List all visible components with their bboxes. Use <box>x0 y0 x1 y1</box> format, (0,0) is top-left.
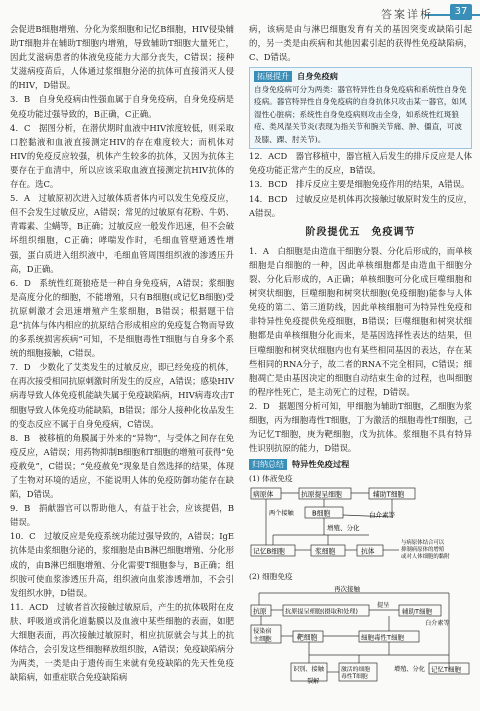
node-bcell: B细胞 <box>312 509 331 518</box>
page-number: 37 <box>450 4 472 20</box>
answer-paragraph: 4．C 据图分析，在潜伏期时血液中HIV浓度较低，则采取口腔黏液和血液直接测定HIV的存在难度较大；而机体对HIV的免疫反应较强，机体产生较多的抗体，又因为抗体主要存在于血清中，所以应该采取血液直接测定抗HIV抗体的存在。选C。 <box>10 122 234 190</box>
node-result: 与病原体结合可以 抑制病原体的增殖 或对人体细胞的黏附 <box>401 540 450 561</box>
node-th2: 辅助T细胞 <box>402 607 432 616</box>
node-activated: 激活的细胞毒性T细胞 <box>341 667 370 681</box>
answer-paragraph: 14．BCD 过敏反应是机体再次接触过敏原时发生的反应，A错误。 <box>249 193 472 218</box>
answer-paragraph: 8．B 被移植的角膜属于外来的“异物”，与受体之间存在免疫反应，A错误；用药物抑制B细胞和T细胞的增殖可获得“免疫赦免”，C错误；“免疫赦免”现象是自然选择的结果，体现了生物对环境的适应，不能说明人体的免疫防御功能存在缺陷，D错误。 <box>10 432 234 500</box>
node-antibody: 抗体 <box>361 547 375 556</box>
answer-paragraph: 会促进B细胞增殖、分化为浆细胞和记忆B细胞，HIV侵染辅助T细胞并在辅助T细胞内增殖，导致辅助T细胞大量死亡，因此艾滋病患者的体液免疫能力大部分丧失，C错误；接种艾滋病疫苗后，人体通过浆细胞分泌的抗体可直接消灭人侵的HIV，D错误。 <box>10 24 234 91</box>
node-present: 提呈 <box>377 602 390 610</box>
node-pathogen: 病原体 <box>253 490 274 499</box>
cellular-immunity-diagram <box>249 585 472 685</box>
section-title: 阶段提优五 免疫调节 <box>305 226 416 238</box>
node-apc2: 抗原提呈细胞(摄取和处理) <box>285 608 358 616</box>
summary-tag: 归纳总结 <box>249 459 287 470</box>
answer-paragraph: 7．D 少数化了艾类发生的过敏反应，即已经免疫的机体，在再次接受相同抗原刺激时所发生的反应，A错误；感染HIV病毒导致人体免疫机能缺失属于免疫缺陷病，HIV病毒攻击T细胞导致人体免疫功能缺陷，B错误；部分人接种化妆品发生的变态反应不属于自身免疫病，C错误。 <box>10 362 234 429</box>
answer-paragraph: 11．ACD 过敏者首次接触过敏原后，产生的抗体吸附在皮肤、呼吸道或消化道黏膜以及血液中某些细胞的表面，如肥大细胞表面，再次接触过敏原时，相应抗原就会与其上的抗体结合，会引发这些细胞释放组织胺，A错误；免疫缺陷病分为两类，一类是由于遗传而生来就有免疫缺陷的先天性免疫缺陷病，如重症联合免疫缺陷病 <box>10 601 234 683</box>
node-prolif: 增殖、分化 <box>394 666 425 674</box>
extension-tag: 拓展提升 <box>254 71 292 82</box>
answer-paragraph: 13．BCD 排斥反应主要是细胞免疫作用的结果，A错误。 <box>249 179 470 190</box>
node-lysis: 裂解 <box>307 678 320 686</box>
right-column <box>249 22 472 690</box>
node-proliferate: 增殖、分化 <box>327 524 360 533</box>
node-mem: 记忆T细胞 <box>431 665 461 674</box>
node-apc: 抗原提呈细胞 <box>301 490 342 499</box>
extension-box <box>249 67 472 149</box>
node-plasma: 浆细胞 <box>315 547 336 556</box>
answer-paragraph: 12．ACD 器官移植中，器官植入后发生的排斥反应是人体免疫功能正常产生的反应，B错误。 <box>249 151 472 176</box>
node-cytokine: 白介素等 <box>369 511 395 520</box>
node-recognize: 识别、接触 <box>293 666 324 674</box>
node-target: 靶细胞 <box>297 633 318 642</box>
answer-paragraph: 1．A 白细胞是由造血干细胞分裂、分化后形成的，而单核细胞是白细胞的一种，因此单核细胞都是由造血干细胞分裂、分化后形成的，A正确；单核细胞可分化成巨噬细胞和树突状细胞，巨噬细胞和树突状细胞(免疫细胞)能参与人体免疫的第二、第三道防线，因此单核细胞可为特异性免疫和非特异性免疫提供免疫细胞，B错误；巨噬细胞和树突状细胞都是由单核细胞分化而来，是基因选择性表达的结果，但巨噬细胞和树突状细胞内也有某些相同基因的表达，存在某些相同的RNA分子，故二者的RNA不完全相同，C错误；细胞凋亡是由基因决定的细胞自动结束生命的过程，也叫细胞的程序性死亡，是主动死亡的过程，D错误。 <box>249 245 472 397</box>
answer-paragraph: 3．B 自身免疫病由性强血属于自身免疫病，自身免疫病是免疫功能过强导致的，B正确，C正确。 <box>10 94 234 119</box>
page-header <box>0 0 480 24</box>
answer-paragraph: 9．B 捐献器官可以帮助他人，有益于社会，应该提倡，B错误。 <box>10 503 234 528</box>
answer-paragraph: 5．A 过敏原初次进入过敏体质者体内可以发生免疫反应，但不会发生过敏反应，A错误；常见的过敏原有花粉、牛奶、青霉素、尘螨等，B正确；过敏反应一般发作迅速，但不会破坏组织细胞，C正确；哮喘发作时，毛细血管壁通透性增强，蛋白质进入组织液中，毛细血管周围组织液的渗透压升高，D正确。 <box>10 193 234 274</box>
answer-paragraph: 病，该病是由与淋巴细胞发育有关的基因突变或缺陷引起的，另一类是由疾病和其他因素引起的获得性免疫缺陷病，C、D错误。 <box>249 24 472 63</box>
diagram1-label: (1) 体液免疫 <box>249 474 293 484</box>
node-memory: 记忆B细胞 <box>253 547 285 556</box>
node-recontact: 再次接触 <box>334 585 360 594</box>
humoral-immunity-diagram <box>249 487 472 565</box>
node-cytokine2: 白介素等 <box>425 620 450 628</box>
node-antigen: 抗原 <box>253 607 267 616</box>
extension-body: 自身免疫病可分为两类：器官特异性自身免疫病和系统性自身免疫病。器官特异性自身免疫病的自身抗体只攻击某一器官，如风湿性心脏病；系统性自身免疫病则攻击全身，如系统性红斑狼疮、类风湿关节炎(表现为指关节和腕关节痛、肿、僵直，可波及膝、踝、肘关节)。 <box>254 84 467 144</box>
node-host: 侵染宿主细胞 <box>253 628 272 644</box>
extension-title: 自身免疫病 <box>297 71 338 82</box>
answer-paragraph: 6．D 系统性红斑狼疮是一种自身免疫病，A错误；浆细胞是高度分化的细胞，不能增殖，只有B细胞(或记忆B细胞)受抗原刺激才会迅速增殖产生浆细胞，B错误；根据题干信息“抗体与体内相应的抗原结合形成相应的免疫复合物而导致的多系统损害疾病”可知，不是细胞毒性T细胞与自身多个系统的细胞接触，C错误。 <box>10 277 234 359</box>
node-two-contact: 两个接触 <box>269 510 294 518</box>
answer-paragraph: 10．C 过敏反应是免疫系统功能过强导致的，A错误；IgE抗体是由浆细胞分泌的，浆细胞是由B淋巴细胞增殖、分化形成的，由B淋巴细胞增殖、分化需要T细胞参与，B正确；组织胺可使血浆渗透压升高，组织液向血浆渗透增加，不会引发组织水肿，D错误。 <box>10 531 234 598</box>
node-th: 辅助T细胞 <box>373 490 405 499</box>
summary-title: 特异性免疫过程 <box>292 459 350 470</box>
header-title: 答案详析 <box>381 8 433 21</box>
node-ctl: 细胞毒性T细胞 <box>361 633 404 642</box>
diagram2-label: (2) 细胞免疫 <box>249 572 293 582</box>
left-column <box>10 22 234 684</box>
answer-paragraph: 2．D 据题图分析可知，甲细胞为辅助T细胞，乙细胞为浆细胞，丙为细胞毒性T细胞，丁为激活的细胞毒性T细胞，己为记忆T细胞，庚为靶细胞，戊为抗体。浆细胞不具有特异性识别抗原的能力，D错误。 <box>249 400 472 454</box>
